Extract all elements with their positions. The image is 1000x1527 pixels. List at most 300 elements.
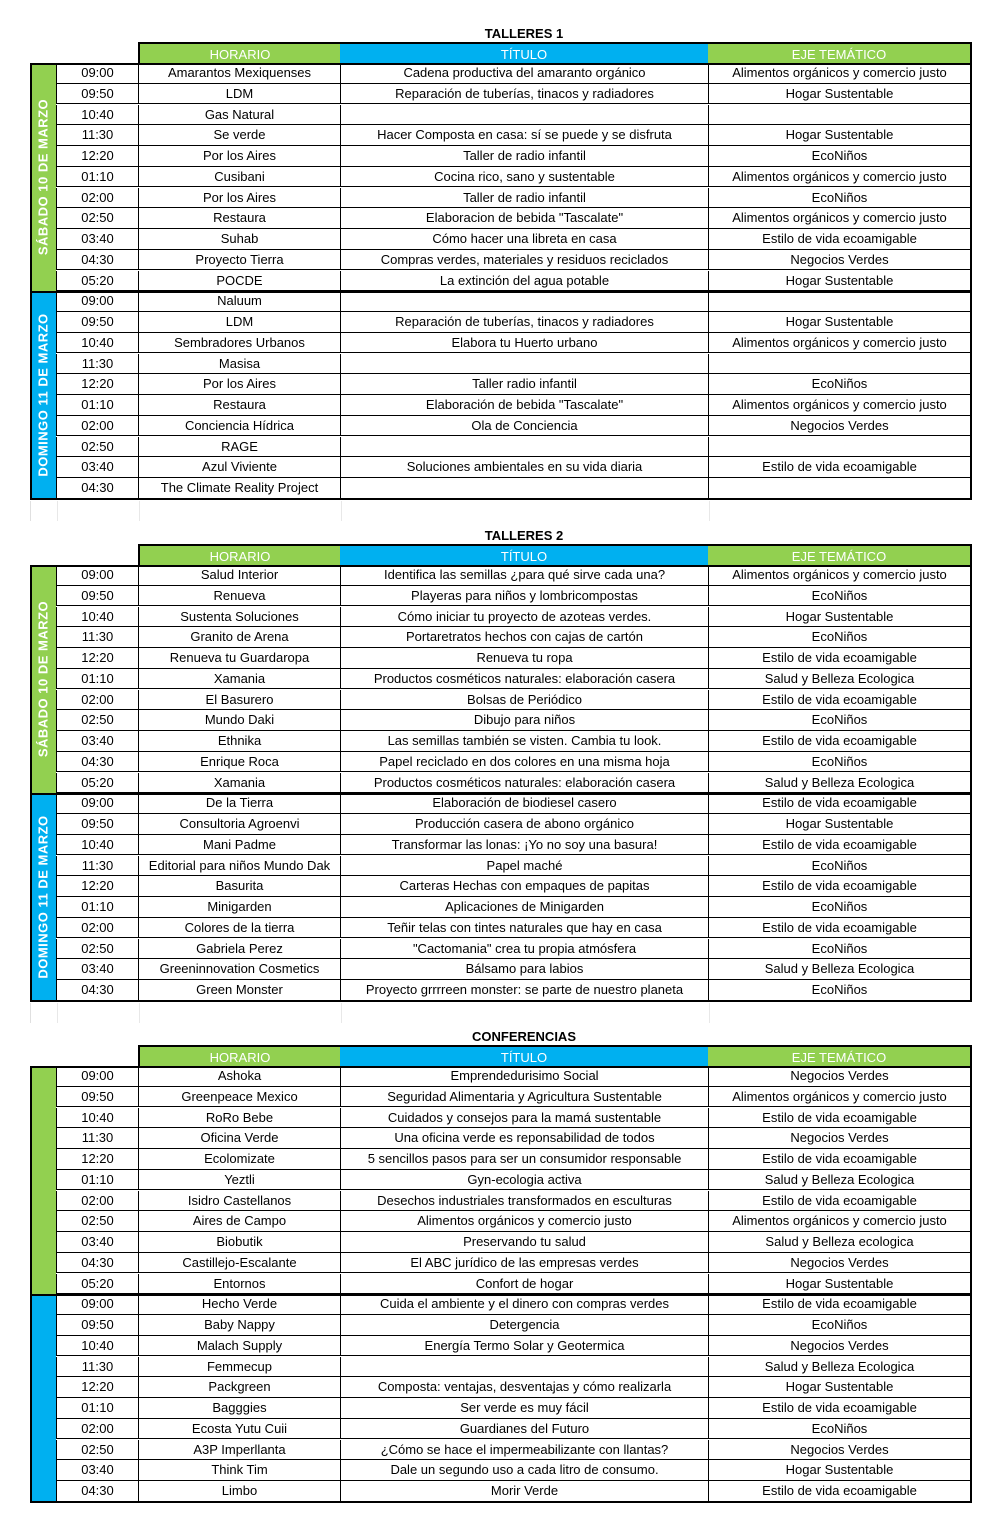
time-cell: 02:50 bbox=[56, 1440, 138, 1461]
organizer-cell: Naluum bbox=[138, 291, 340, 312]
title-cell: Papel reciclado en dos colores en una misma hoja bbox=[340, 752, 708, 773]
time-cell: 02:00 bbox=[56, 1419, 138, 1440]
time-cell: 09:50 bbox=[56, 586, 138, 607]
title-cell: "Cactomania" crea tu propia atmósfera bbox=[340, 939, 708, 960]
theme-cell: Estilo de vida ecoamigable bbox=[708, 648, 972, 669]
table-row bbox=[56, 478, 972, 499]
theme-cell: Estilo de vida ecoamigable bbox=[708, 793, 972, 814]
theme-cell: Hogar Sustentable bbox=[708, 312, 972, 333]
organizer-cell: Ecolomizate bbox=[138, 1149, 340, 1170]
table-row bbox=[56, 980, 972, 1001]
header-horario: HORARIO bbox=[138, 42, 340, 63]
table-row bbox=[56, 229, 972, 250]
time-cell: 02:00 bbox=[56, 416, 138, 437]
time-cell: 10:40 bbox=[56, 607, 138, 628]
organizer-cell: Ecosta Yutu Cuii bbox=[138, 1419, 340, 1440]
title-cell: Cuida el ambiente y el dinero con compras verdes bbox=[340, 1294, 708, 1315]
time-cell: 10:40 bbox=[56, 835, 138, 856]
theme-cell bbox=[708, 478, 972, 499]
table-row bbox=[56, 1481, 972, 1502]
theme-cell: EcoNiños bbox=[708, 627, 972, 648]
title-cell: Cadena productiva del amaranto orgánico bbox=[340, 63, 708, 84]
table-row bbox=[56, 333, 972, 354]
title-cell bbox=[340, 478, 708, 499]
time-cell: 09:00 bbox=[56, 63, 138, 84]
title-cell: Cocina rico, sano y sustentable bbox=[340, 167, 708, 188]
theme-cell: Alimentos orgánicos y comercio justo bbox=[708, 1087, 972, 1108]
table-row bbox=[56, 648, 972, 669]
theme-cell: Hogar Sustentable bbox=[708, 271, 972, 292]
theme-cell: EcoNiños bbox=[708, 939, 972, 960]
schedule-section bbox=[0, 526, 1000, 1026]
table-row bbox=[56, 188, 972, 209]
title-cell: Dale un segundo uso a cada litro de consumo. bbox=[340, 1460, 708, 1481]
day-table bbox=[56, 565, 972, 793]
title-cell bbox=[340, 1357, 708, 1378]
organizer-cell: Think Tim bbox=[138, 1460, 340, 1481]
organizer-cell: Entornos bbox=[138, 1274, 340, 1295]
table-row bbox=[56, 959, 972, 980]
grid-line bbox=[57, 1003, 58, 1023]
theme-cell: Hogar Sustentable bbox=[708, 1460, 972, 1481]
theme-cell: Negocios Verdes bbox=[708, 1253, 972, 1274]
day-label: SÁBADO 10 DE MARZO bbox=[35, 600, 51, 758]
title-cell: Confort de hogar bbox=[340, 1274, 708, 1295]
title-cell: Gyn-ecologia activa bbox=[340, 1170, 708, 1191]
grid-line bbox=[139, 501, 140, 521]
organizer-cell: El Basurero bbox=[138, 690, 340, 711]
title-cell: Transformar las lonas: ¡Yo no soy una basura! bbox=[340, 835, 708, 856]
title-cell: Detergencia bbox=[340, 1315, 708, 1336]
time-cell: 03:40 bbox=[56, 229, 138, 250]
empty-grid-row bbox=[30, 501, 973, 521]
title-cell: Reparación de tuberías, tinacos y radiadores bbox=[340, 84, 708, 105]
grid-line bbox=[341, 501, 342, 521]
header-titulo: TÍTULO bbox=[340, 42, 708, 63]
title-cell: Guardianes del Futuro bbox=[340, 1419, 708, 1440]
title-cell bbox=[340, 354, 708, 375]
time-cell: 11:30 bbox=[56, 354, 138, 375]
organizer-cell: Masisa bbox=[138, 354, 340, 375]
grid-line bbox=[709, 501, 710, 521]
table-row bbox=[56, 856, 972, 877]
title-cell: Hacer Composta en casa: sí se puede y se disfruta bbox=[340, 125, 708, 146]
time-cell: 02:00 bbox=[56, 188, 138, 209]
header-titulo: TÍTULO bbox=[340, 1045, 708, 1066]
table-row bbox=[56, 1315, 972, 1336]
title-cell: Proyecto grrrreen monster: se parte de nuestro planeta bbox=[340, 980, 708, 1001]
header-eje: EJE TEMÁTICO bbox=[708, 1045, 972, 1066]
table-row bbox=[56, 208, 972, 229]
time-cell: 05:20 bbox=[56, 773, 138, 794]
time-cell: 04:30 bbox=[56, 752, 138, 773]
time-cell: 02:00 bbox=[56, 690, 138, 711]
table-row bbox=[56, 1398, 972, 1419]
time-cell: 11:30 bbox=[56, 1128, 138, 1149]
time-cell: 12:20 bbox=[56, 1377, 138, 1398]
theme-cell: EcoNiños bbox=[708, 980, 972, 1001]
time-cell: 12:20 bbox=[56, 648, 138, 669]
table-row bbox=[56, 793, 972, 814]
time-cell: 09:50 bbox=[56, 84, 138, 105]
theme-cell: Salud y Belleza Ecologica bbox=[708, 773, 972, 794]
organizer-cell: LDM bbox=[138, 312, 340, 333]
title-cell: Cómo hacer una libreta en casa bbox=[340, 229, 708, 250]
header-horario: HORARIO bbox=[138, 1045, 340, 1066]
theme-cell: Hogar Sustentable bbox=[708, 607, 972, 628]
time-cell: 10:40 bbox=[56, 333, 138, 354]
organizer-cell: Malach Supply bbox=[138, 1336, 340, 1357]
time-cell: 02:50 bbox=[56, 208, 138, 229]
day-table bbox=[56, 63, 972, 291]
time-cell: 03:40 bbox=[56, 959, 138, 980]
title-cell: Ser verde es muy fácil bbox=[340, 1398, 708, 1419]
organizer-cell: Isidro Castellanos bbox=[138, 1191, 340, 1212]
theme-cell: Estilo de vida ecoamigable bbox=[708, 1481, 972, 1502]
title-cell: Identifica las semillas ¿para qué sirve cada una? bbox=[340, 565, 708, 586]
title-cell: Teñir telas con tintes naturales que hay en casa bbox=[340, 918, 708, 939]
table-row bbox=[56, 1108, 972, 1129]
title-cell bbox=[340, 105, 708, 126]
title-cell: 5 sencillos pasos para ser un consumidor responsable bbox=[340, 1149, 708, 1170]
day-block bbox=[30, 1066, 56, 1294]
day-table bbox=[56, 1294, 972, 1502]
table-row bbox=[56, 710, 972, 731]
time-cell: 04:30 bbox=[56, 1481, 138, 1502]
table-row bbox=[56, 586, 972, 607]
time-cell: 12:20 bbox=[56, 876, 138, 897]
time-cell: 12:20 bbox=[56, 146, 138, 167]
time-cell: 03:40 bbox=[56, 457, 138, 478]
title-cell: Taller de radio infantil bbox=[340, 146, 708, 167]
theme-cell: Hogar Sustentable bbox=[708, 1377, 972, 1398]
theme-cell: Alimentos orgánicos y comercio justo bbox=[708, 395, 972, 416]
day-block bbox=[30, 63, 56, 291]
theme-cell bbox=[708, 105, 972, 126]
organizer-cell: Colores de la tierra bbox=[138, 918, 340, 939]
organizer-cell: POCDE bbox=[138, 271, 340, 292]
title-cell: Elaboración de biodiesel casero bbox=[340, 793, 708, 814]
time-cell: 11:30 bbox=[56, 856, 138, 877]
time-cell: 09:50 bbox=[56, 312, 138, 333]
organizer-cell: Basurita bbox=[138, 876, 340, 897]
title-cell: Reparación de tuberías, tinacos y radiadores bbox=[340, 312, 708, 333]
theme-cell: Hogar Sustentable bbox=[708, 125, 972, 146]
day-label: DOMINGO 11 DE MARZO bbox=[35, 313, 51, 477]
section-title: TALLERES 2 bbox=[484, 528, 564, 543]
time-cell: 01:10 bbox=[56, 897, 138, 918]
time-cell: 10:40 bbox=[56, 1336, 138, 1357]
organizer-cell: Por los Aires bbox=[138, 146, 340, 167]
title-cell: Portaretratos hechos con cajas de cartón bbox=[340, 627, 708, 648]
table-row bbox=[56, 939, 972, 960]
time-cell: 04:30 bbox=[56, 250, 138, 271]
organizer-cell: Consultoria Agroenvi bbox=[138, 814, 340, 835]
title-cell: El ABC jurídico de las empresas verdes bbox=[340, 1253, 708, 1274]
organizer-cell: Femmecup bbox=[138, 1357, 340, 1378]
time-cell: 01:10 bbox=[56, 669, 138, 690]
organizer-cell: Sembradores Urbanos bbox=[138, 333, 340, 354]
title-cell: Dibujo para niños bbox=[340, 710, 708, 731]
time-cell: 03:40 bbox=[56, 731, 138, 752]
theme-cell: EcoNiños bbox=[708, 856, 972, 877]
title-cell: Taller radio infantil bbox=[340, 374, 708, 395]
table-row bbox=[56, 437, 972, 458]
table-row bbox=[56, 291, 972, 312]
time-cell: 05:20 bbox=[56, 1274, 138, 1295]
schedule-section bbox=[0, 24, 1000, 524]
time-cell: 01:10 bbox=[56, 167, 138, 188]
grid-line bbox=[139, 1003, 140, 1023]
table-row bbox=[56, 1357, 972, 1378]
table-row bbox=[56, 1460, 972, 1481]
organizer-cell: Renueva tu Guardaropa bbox=[138, 648, 340, 669]
table-row bbox=[56, 125, 972, 146]
title-cell: Emprendedurisimo Social bbox=[340, 1066, 708, 1087]
table-row bbox=[56, 84, 972, 105]
theme-cell: Negocios Verdes bbox=[708, 1128, 972, 1149]
organizer-cell: Por los Aires bbox=[138, 374, 340, 395]
grid-line bbox=[341, 1003, 342, 1023]
theme-cell: EcoNiños bbox=[708, 586, 972, 607]
time-cell: 02:50 bbox=[56, 710, 138, 731]
time-cell: 11:30 bbox=[56, 627, 138, 648]
theme-cell: EcoNiños bbox=[708, 1315, 972, 1336]
organizer-cell: Oficina Verde bbox=[138, 1128, 340, 1149]
table-row bbox=[56, 690, 972, 711]
organizer-cell: Packgreen bbox=[138, 1377, 340, 1398]
organizer-cell: Minigarden bbox=[138, 897, 340, 918]
title-cell: Taller de radio infantil bbox=[340, 188, 708, 209]
organizer-cell: Gabriela Perez bbox=[138, 939, 340, 960]
table-row bbox=[56, 1191, 972, 1212]
table-row bbox=[56, 374, 972, 395]
theme-cell: Alimentos orgánicos y comercio justo bbox=[708, 333, 972, 354]
time-cell: 04:30 bbox=[56, 1253, 138, 1274]
title-cell: ¿Cómo se hace el impermeabilizante con llantas? bbox=[340, 1440, 708, 1461]
theme-cell: EcoNiños bbox=[708, 710, 972, 731]
theme-cell: EcoNiños bbox=[708, 1419, 972, 1440]
table-row bbox=[56, 627, 972, 648]
table-row bbox=[56, 752, 972, 773]
theme-cell: Hogar Sustentable bbox=[708, 84, 972, 105]
table-row bbox=[56, 1253, 972, 1274]
time-cell: 02:00 bbox=[56, 1191, 138, 1212]
organizer-cell: Amarantos Mexiquenses bbox=[138, 63, 340, 84]
table-row bbox=[56, 63, 972, 84]
organizer-cell: LDM bbox=[138, 84, 340, 105]
title-cell: Compras verdes, materiales y residuos reciclados bbox=[340, 250, 708, 271]
theme-cell: Alimentos orgánicos y comercio justo bbox=[708, 167, 972, 188]
title-cell: Bálsamo para labios bbox=[340, 959, 708, 980]
table-row bbox=[56, 876, 972, 897]
header-horario: HORARIO bbox=[138, 544, 340, 565]
table-row bbox=[56, 354, 972, 375]
table-row bbox=[56, 1211, 972, 1232]
theme-cell: Alimentos orgánicos y comercio justo bbox=[708, 63, 972, 84]
table-row bbox=[56, 814, 972, 835]
organizer-cell: Mundo Daki bbox=[138, 710, 340, 731]
organizer-cell: Gas Natural bbox=[138, 105, 340, 126]
time-cell: 09:50 bbox=[56, 814, 138, 835]
theme-cell: Salud y Belleza Ecologica bbox=[708, 669, 972, 690]
theme-cell: Hogar Sustentable bbox=[708, 1274, 972, 1295]
day-block bbox=[30, 291, 56, 499]
title-cell: Una oficina verde es reponsabilidad de todos bbox=[340, 1128, 708, 1149]
title-cell: Bolsas de Periódico bbox=[340, 690, 708, 711]
table-row bbox=[56, 312, 972, 333]
organizer-cell: Proyecto Tierra bbox=[138, 250, 340, 271]
title-cell: Desechos industriales transformados en esculturas bbox=[340, 1191, 708, 1212]
theme-cell: Alimentos orgánicos y comercio justo bbox=[708, 208, 972, 229]
organizer-cell: A3P Imperllanta bbox=[138, 1440, 340, 1461]
title-cell: Elaboracion de bebida "Tascalate" bbox=[340, 208, 708, 229]
theme-cell: Salud y Belleza Ecologica bbox=[708, 1357, 972, 1378]
grid-line bbox=[57, 501, 58, 521]
theme-cell: Estilo de vida ecoamigable bbox=[708, 918, 972, 939]
organizer-cell: Ethnika bbox=[138, 731, 340, 752]
theme-cell: Estilo de vida ecoamigable bbox=[708, 876, 972, 897]
title-cell: Alimentos orgánicos y comercio justo bbox=[340, 1211, 708, 1232]
time-cell: 11:30 bbox=[56, 1357, 138, 1378]
title-cell: Energía Termo Solar y Geotermica bbox=[340, 1336, 708, 1357]
table-row bbox=[56, 1149, 972, 1170]
day-block bbox=[30, 793, 56, 1001]
table-row bbox=[56, 1419, 972, 1440]
time-cell: 02:50 bbox=[56, 437, 138, 458]
title-cell: Las semillas también se visten. Cambia tu look. bbox=[340, 731, 708, 752]
theme-cell: Alimentos orgánicos y comercio justo bbox=[708, 1211, 972, 1232]
table-row bbox=[56, 1128, 972, 1149]
time-cell: 11:30 bbox=[56, 125, 138, 146]
grid-line bbox=[709, 1003, 710, 1023]
day-table bbox=[56, 1066, 972, 1294]
organizer-cell: Suhab bbox=[138, 229, 340, 250]
title-cell: Productos cosméticos naturales: elaboración casera bbox=[340, 669, 708, 690]
table-row bbox=[56, 167, 972, 188]
day-block bbox=[30, 565, 56, 793]
table-row bbox=[56, 146, 972, 167]
day-label: DOMINGO 11 DE MARZO bbox=[35, 815, 51, 979]
table-row bbox=[56, 669, 972, 690]
table-row bbox=[56, 1294, 972, 1315]
title-cell: La extinción del agua potable bbox=[340, 271, 708, 292]
organizer-cell: Limbo bbox=[138, 1481, 340, 1502]
theme-cell bbox=[708, 437, 972, 458]
organizer-cell: RoRo Bebe bbox=[138, 1108, 340, 1129]
title-cell: Preservando tu salud bbox=[340, 1232, 708, 1253]
time-cell: 04:30 bbox=[56, 980, 138, 1001]
theme-cell: Alimentos orgánicos y comercio justo bbox=[708, 565, 972, 586]
time-cell: 03:40 bbox=[56, 1460, 138, 1481]
table-row bbox=[56, 1440, 972, 1461]
organizer-cell: The Climate Reality Project bbox=[138, 478, 340, 499]
title-cell: Producción casera de abono orgánico bbox=[340, 814, 708, 835]
organizer-cell: Cusibani bbox=[138, 167, 340, 188]
table-row bbox=[56, 565, 972, 586]
table-row bbox=[56, 835, 972, 856]
time-cell: 09:00 bbox=[56, 1294, 138, 1315]
theme-cell: Hogar Sustentable bbox=[708, 814, 972, 835]
organizer-cell: Castillejo-Escalante bbox=[138, 1253, 340, 1274]
organizer-cell: Renueva bbox=[138, 586, 340, 607]
theme-cell: Estilo de vida ecoamigable bbox=[708, 1108, 972, 1129]
organizer-cell: Restaura bbox=[138, 208, 340, 229]
organizer-cell: Azul Viviente bbox=[138, 457, 340, 478]
theme-cell: Estilo de vida ecoamigable bbox=[708, 457, 972, 478]
title-cell: Playeras para niños y lombricompostas bbox=[340, 586, 708, 607]
theme-cell: Estilo de vida ecoamigable bbox=[708, 731, 972, 752]
title-cell: Productos cosméticos naturales: elaboración casera bbox=[340, 773, 708, 794]
time-cell: 01:10 bbox=[56, 1170, 138, 1191]
organizer-cell: Conciencia Hídrica bbox=[138, 416, 340, 437]
header-titulo: TÍTULO bbox=[340, 544, 708, 565]
theme-cell: Salud y Belleza ecologica bbox=[708, 1232, 972, 1253]
title-cell: Papel maché bbox=[340, 856, 708, 877]
section-title: CONFERENCIAS bbox=[471, 1029, 576, 1044]
organizer-cell: Xamania bbox=[138, 669, 340, 690]
table-row bbox=[56, 395, 972, 416]
table-row bbox=[56, 731, 972, 752]
table-row bbox=[56, 607, 972, 628]
title-cell bbox=[340, 437, 708, 458]
title-cell: Seguridad Alimentaria y Agricultura Sustentable bbox=[340, 1087, 708, 1108]
day-block bbox=[30, 1294, 56, 1502]
table-row bbox=[56, 250, 972, 271]
title-cell: Soluciones ambientales en su vida diaria bbox=[340, 457, 708, 478]
organizer-cell: Green Monster bbox=[138, 980, 340, 1001]
title-cell: Morir Verde bbox=[340, 1481, 708, 1502]
title-cell: Ola de Conciencia bbox=[340, 416, 708, 437]
title-cell: Elaboración de bebida "Tascalate" bbox=[340, 395, 708, 416]
time-cell: 09:00 bbox=[56, 291, 138, 312]
table-row bbox=[56, 1087, 972, 1108]
theme-cell: Estilo de vida ecoamigable bbox=[708, 229, 972, 250]
theme-cell: Salud y Belleza Ecologica bbox=[708, 1170, 972, 1191]
title-cell bbox=[340, 291, 708, 312]
table-row bbox=[56, 1377, 972, 1398]
table-row bbox=[56, 105, 972, 126]
time-cell: 02:50 bbox=[56, 1211, 138, 1232]
theme-cell: Estilo de vida ecoamigable bbox=[708, 1294, 972, 1315]
title-cell: Carteras Hechas con empaques de papitas bbox=[340, 876, 708, 897]
organizer-cell: Por los Aires bbox=[138, 188, 340, 209]
theme-cell bbox=[708, 291, 972, 312]
time-cell: 09:00 bbox=[56, 565, 138, 586]
table-row bbox=[56, 918, 972, 939]
table-row bbox=[56, 1232, 972, 1253]
day-table bbox=[56, 793, 972, 1001]
theme-cell: Estilo de vida ecoamigable bbox=[708, 690, 972, 711]
header-eje: EJE TEMÁTICO bbox=[708, 42, 972, 63]
time-cell: 10:40 bbox=[56, 105, 138, 126]
organizer-cell: Se verde bbox=[138, 125, 340, 146]
theme-cell: EcoNiños bbox=[708, 146, 972, 167]
theme-cell: EcoNiños bbox=[708, 752, 972, 773]
table-row bbox=[56, 1336, 972, 1357]
title-cell: Aplicaciones de Minigarden bbox=[340, 897, 708, 918]
empty-grid-row bbox=[30, 1003, 973, 1023]
day-label: SÁBADO 10 DE MARZO bbox=[35, 98, 51, 256]
organizer-cell: Bagggies bbox=[138, 1398, 340, 1419]
theme-cell bbox=[708, 354, 972, 375]
organizer-cell: Granito de Arena bbox=[138, 627, 340, 648]
header-eje: EJE TEMÁTICO bbox=[708, 544, 972, 565]
title-cell: Composta: ventajas, desventajas y cómo realizarla bbox=[340, 1377, 708, 1398]
organizer-cell: Hecho Verde bbox=[138, 1294, 340, 1315]
theme-cell: Negocios Verdes bbox=[708, 1336, 972, 1357]
organizer-cell: Ashoka bbox=[138, 1066, 340, 1087]
